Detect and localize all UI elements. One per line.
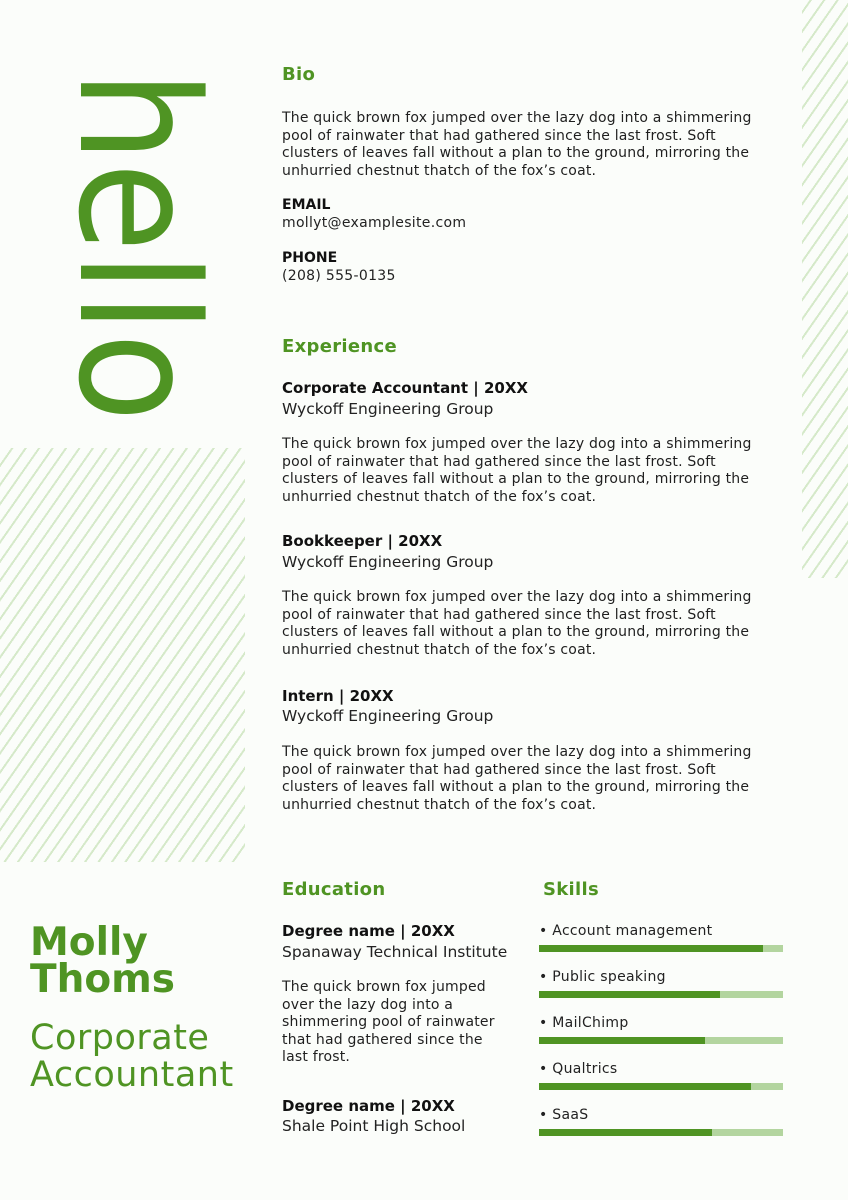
job-company: Wyckoff Engineering Group — [282, 553, 494, 571]
education-description-line: last frost. — [282, 1049, 351, 1066]
education-heading: Education — [282, 879, 386, 900]
job-description-line: pool of rainwater that had gathered since the last frost. Soft — [282, 606, 716, 623]
hello-wordmark — [42, 58, 256, 467]
bio-line: unhurried chestnut thatch of the fox’s coat. — [282, 162, 597, 179]
skill-bar — [539, 1083, 783, 1090]
degree-name: Degree name | 20XX — [282, 922, 455, 940]
job-description-line: clusters of leaves fall without a plan to the ground, mirroring the — [282, 624, 750, 641]
job-description-line: The quick brown fox jumped over the lazy dog into a shimmering — [282, 744, 752, 760]
skill-label: • Public speaking — [539, 969, 666, 985]
job-description-line: clusters of leaves fall without a plan to the ground, mirroring the — [282, 779, 750, 796]
skill-bar-fill — [539, 991, 720, 998]
job-title: Bookkeeper | 20XX — [282, 532, 443, 550]
role-line: Accountant — [30, 1055, 234, 1095]
skill-label: • SaaS — [539, 1107, 589, 1123]
school-name: Spanaway Technical Institute — [282, 943, 508, 961]
skills-heading: Skills — [543, 879, 599, 900]
skill-label: • MailChimp — [539, 1015, 629, 1031]
job-title: Intern | 20XX — [282, 687, 394, 705]
job-description-line: unhurried chestnut thatch of the fox’s coat. — [282, 796, 597, 813]
job-description — [282, 744, 752, 814]
bio-heading: Bio — [282, 64, 316, 85]
skill-bar — [539, 1129, 783, 1136]
email-label: EMAIL — [282, 197, 331, 213]
bio-paragraph — [282, 110, 752, 180]
phone-label: PHONE — [282, 250, 338, 266]
skill-bar — [539, 945, 783, 952]
first-name: Molly — [30, 920, 148, 965]
hello-text: hello — [42, 70, 233, 467]
bio-line: clusters of leaves fall without a plan to the ground, mirroring the — [282, 145, 750, 162]
skill-bar-fill — [539, 1129, 712, 1136]
education-description-line: that had gathered since the — [282, 1031, 483, 1048]
job-description-line: pool of rainwater that had gathered since the last frost. Soft — [282, 761, 716, 778]
skill-label: • Account management — [539, 923, 713, 939]
job-description-line: unhurried chestnut thatch of the fox’s coat. — [282, 641, 597, 658]
bio-line: The quick brown fox jumped over the lazy dog into a shimmering — [282, 110, 752, 126]
job-description-line: pool of rainwater that had gathered since the last frost. Soft — [282, 453, 716, 470]
education-description-line: over the lazy dog into a — [282, 996, 454, 1013]
job-description-line: unhurried chestnut thatch of the fox’s coat. — [282, 488, 597, 505]
skill-bar-fill — [539, 1037, 705, 1044]
job-title: Corporate Accountant | 20XX — [282, 379, 528, 397]
bio-line: pool of rainwater that had gathered since the last frost. Soft — [282, 127, 716, 144]
skill-bar — [539, 1037, 783, 1044]
experience-heading: Experience — [282, 336, 397, 357]
candidate-name — [30, 920, 176, 1002]
job-company: Wyckoff Engineering Group — [282, 707, 494, 725]
job-description-line: clusters of leaves fall without a plan to the ground, mirroring the — [282, 471, 750, 488]
school-name: Shale Point High School — [282, 1117, 466, 1135]
degree-name: Degree name | 20XX — [282, 1097, 455, 1115]
phone-value: (208) 555-0135 — [282, 268, 396, 284]
skill-bar-fill — [539, 1083, 751, 1090]
job-description-line: The quick brown fox jumped over the lazy dog into a shimmering — [282, 436, 752, 452]
skill-bar-fill — [539, 945, 763, 952]
decorative-stripes-left — [0, 448, 245, 862]
decorative-stripes-right — [802, 0, 848, 578]
last-name: Thoms — [30, 957, 176, 1002]
skill-label: • Qualtrics — [539, 1061, 618, 1077]
candidate-role — [30, 1020, 234, 1094]
education-description-line: shimmering pool of rainwater — [282, 1014, 495, 1031]
education-description — [282, 979, 495, 1067]
job-company: Wyckoff Engineering Group — [282, 400, 494, 418]
job-description — [282, 589, 752, 659]
email-link[interactable]: mollyt@examplesite.com — [282, 215, 467, 231]
education-description-line: The quick brown fox jumped — [282, 979, 486, 995]
role-line: Corporate — [30, 1018, 210, 1058]
job-description — [282, 436, 752, 506]
job-description-line: The quick brown fox jumped over the lazy dog into a shimmering — [282, 589, 752, 605]
skill-bar — [539, 991, 783, 998]
